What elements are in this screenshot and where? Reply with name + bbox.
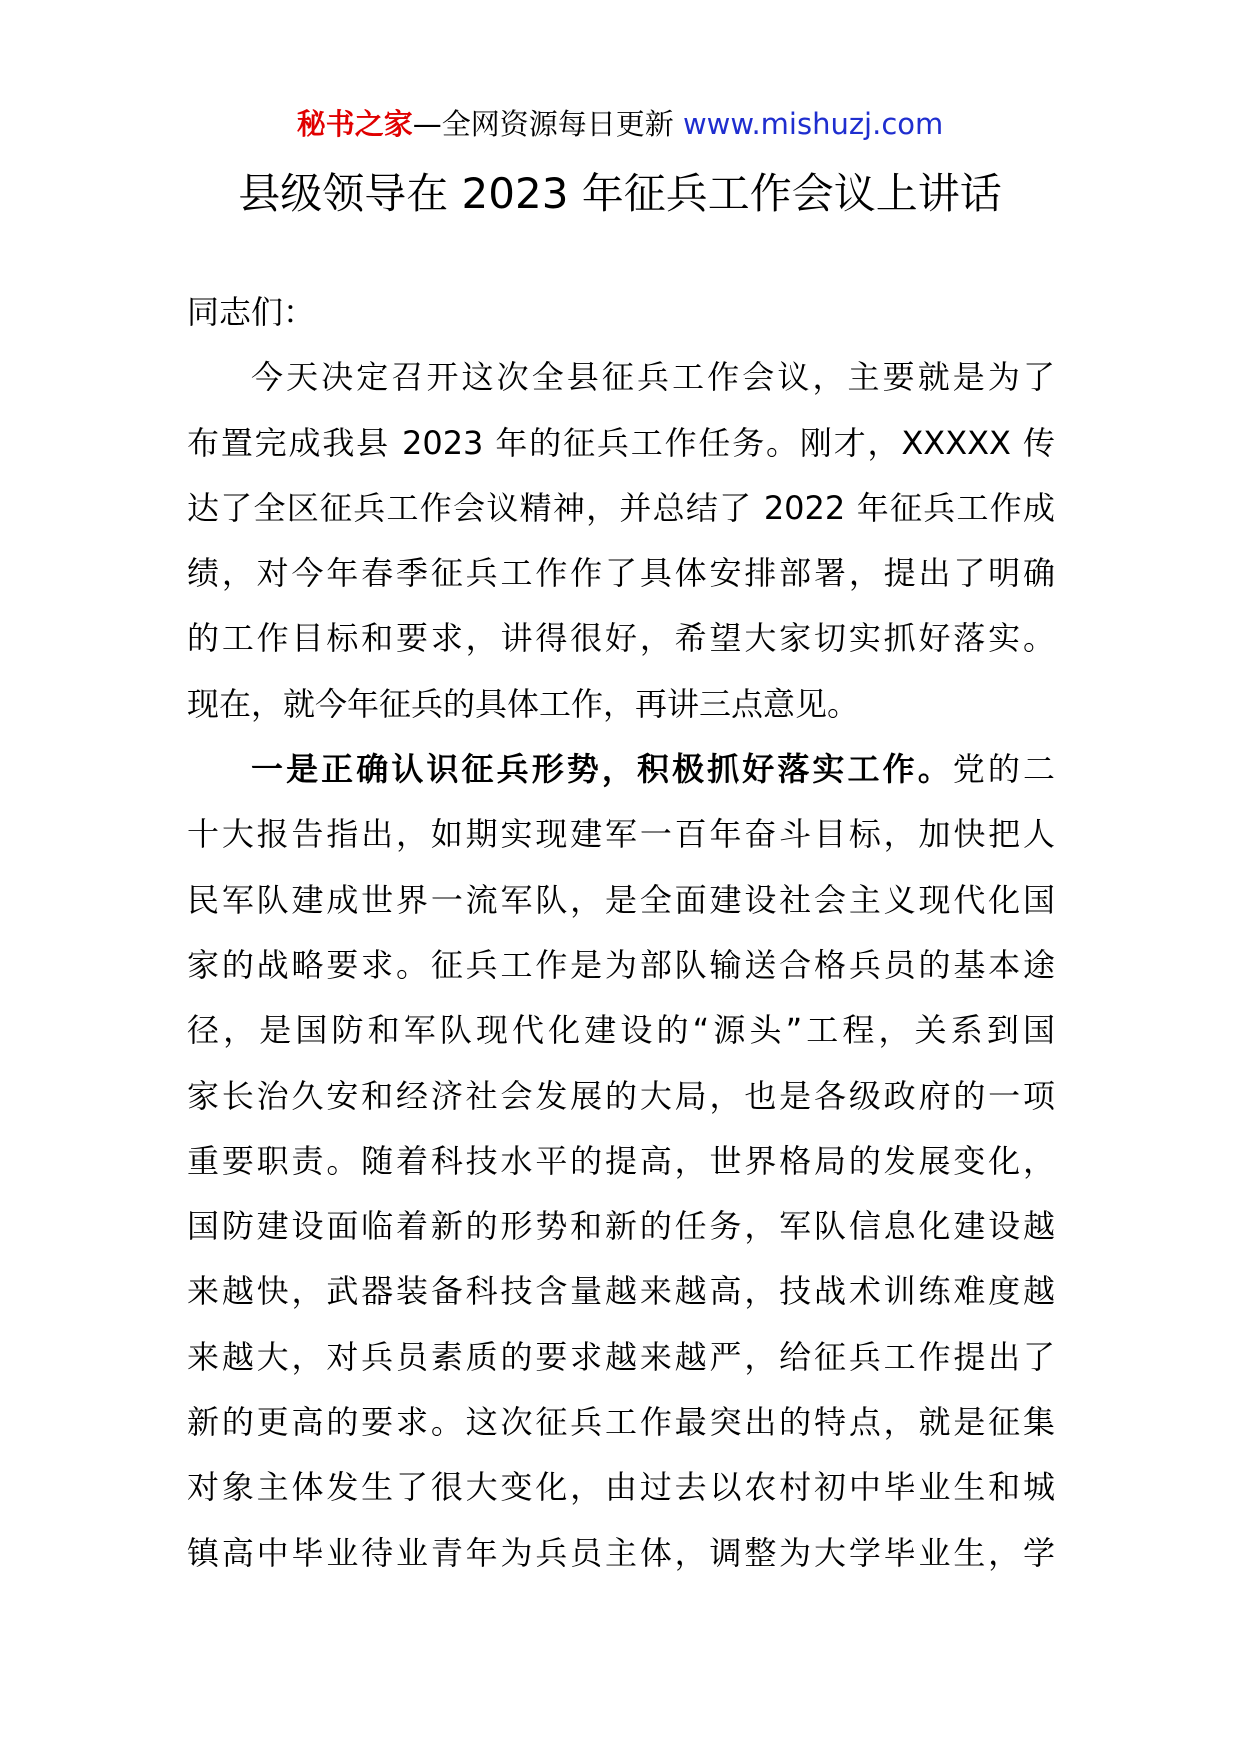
salutation: 同志们： (187, 293, 316, 331)
paragraph-line: 镇高中毕业待业青年为兵员主体，调整为大学毕业生，学 (187, 1533, 1055, 1572)
paragraph-line: 今天决定召开这次全县征兵工作会议，主要就是为了 (251, 358, 1055, 397)
paragraph-text: 党的二 (952, 750, 1055, 789)
paragraph-line: 达了全区征兵工作会议精神，并总结了 2022 年征兵工作成 (187, 488, 1055, 527)
paragraph-line: 十大报告指出，如期实现建军一百年奋斗目标，加快把人 (187, 815, 1055, 854)
paragraph-line: 布置完成我县 2023 年的征兵工作任务。刚才，XXXXX 传 (187, 423, 1055, 462)
paragraph-line (187, 749, 1055, 814)
site-url-link[interactable]: www.mishuzj.com (682, 107, 944, 141)
paragraph-line: 国防建设面临着新的形势和新的任务，军队信息化建设越 (187, 1207, 1055, 1246)
paragraph-line: 家的战略要求。征兵工作是为部队输送合格兵员的基本途 (187, 945, 1055, 984)
paragraph-line: 来越大，对兵员素质的要求越来越严，给征兵工作提出了 (187, 1337, 1055, 1376)
brand-name: 秘书之家 (296, 107, 413, 141)
paragraph-line: 的工作目标和要求，讲得很好，希望大家切实抓好落实。 (187, 619, 1055, 658)
header-tagline: —全网资源每日更新 (412, 107, 674, 141)
paragraph-line: 重要职责。随着科技水平的提高，世界格局的发展变化， (187, 1141, 1055, 1180)
paragraph-line: 民军队建成世界一流军队，是全面建设社会主义现代化国 (187, 880, 1055, 919)
paragraph-line: 对象主体发生了很大变化，由过去以农村初中毕业生和城 (187, 1468, 1055, 1507)
paragraph-line: 径，是国防和军队现代化建设的“源头”工程，关系到国 (187, 1011, 1055, 1050)
document-body (187, 292, 1055, 1598)
paragraph-line: 新的更高的要求。这次征兵工作最突出的特点，就是征集 (187, 1403, 1055, 1442)
paragraph-line: 家长治久安和经济社会发展的大局，也是各级政府的一项 (187, 1076, 1055, 1115)
paragraph-line: 绩，对今年春季征兵工作作了具体安排部署，提出了明确 (187, 554, 1055, 593)
document-title: 县级领导在 2023 年征兵工作会议上讲话 (238, 169, 1002, 218)
paragraph-line: 来越快，武器装备科技含量越来越高，技战术训练难度越 (187, 1272, 1055, 1311)
site-header (0, 104, 1240, 144)
section-heading: 一是正确认识征兵形势，积极抓好落实工作。 (251, 750, 953, 789)
paragraph-line: 现在，就今年征兵的具体工作，再讲三点意见。 (187, 684, 860, 723)
